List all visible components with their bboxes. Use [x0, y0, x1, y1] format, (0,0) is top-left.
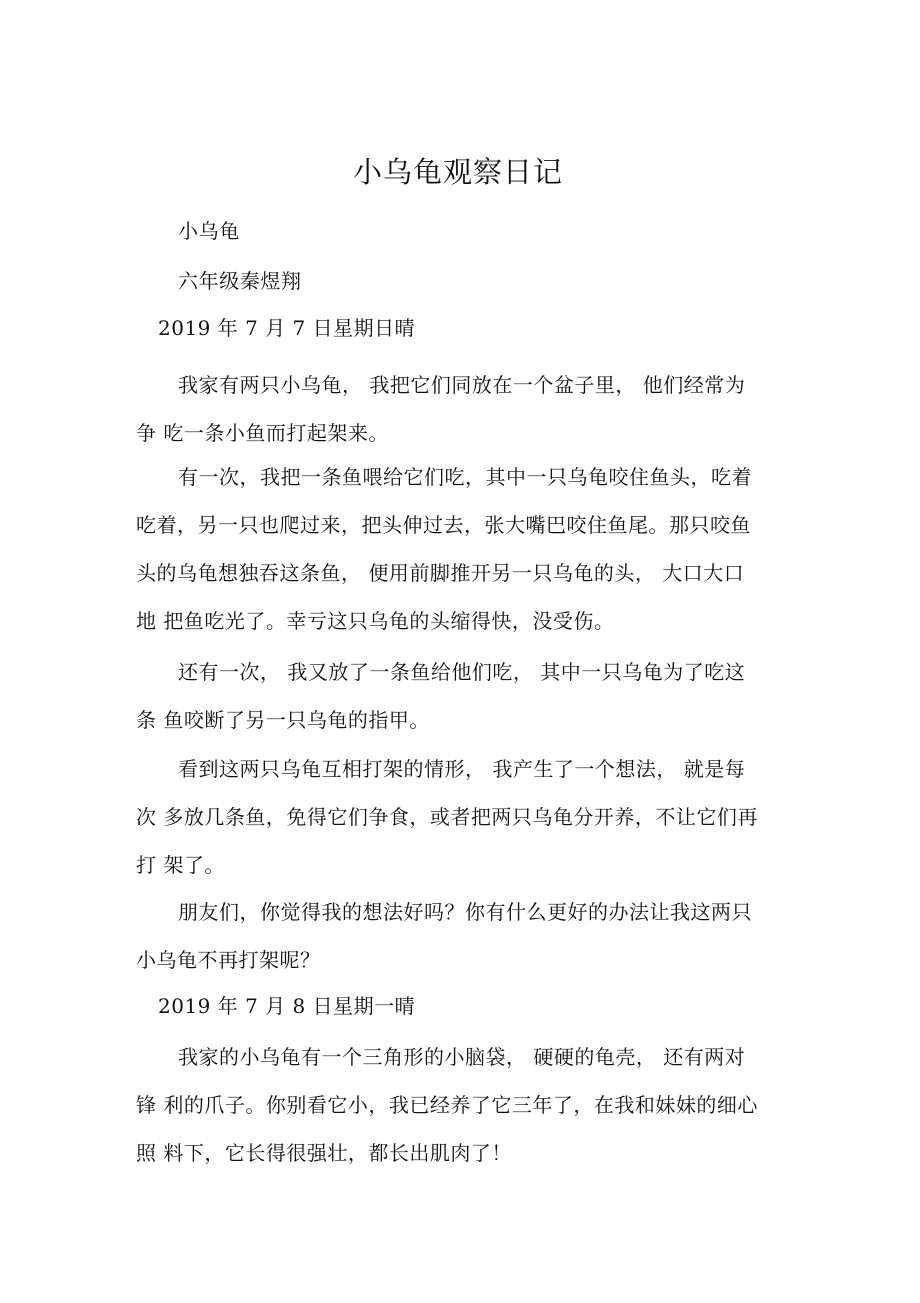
paragraph-line: 次 多放几条鱼，免得它们争食，或者把两只乌龟分开养，不让它们再 [136, 805, 758, 829]
paragraph-line: 头的乌龟想独吞这条鱼， 便用前脚推开另一只乌龟的头， 大口大口 [136, 561, 745, 585]
paragraph [136, 888, 786, 984]
paragraph-line: 有一次，我把一条鱼喂给它们吃，其中一只乌龟咬住鱼头，吃着 [178, 465, 752, 489]
paragraph [136, 361, 786, 457]
paragraph-line: 地 把鱼吃光了。幸亏这只乌龟的头缩得快，没受伤。 [136, 609, 615, 633]
paragraph-line: 还有一次， 我又放了一条鱼给他们吃， 其中一只乌龟为了吃这 [178, 660, 746, 684]
paragraph [136, 1033, 786, 1177]
paragraph-line: 小乌龟不再打架呢？ [136, 948, 321, 972]
paragraph-line: 条 鱼咬断了另一只乌龟的指甲。 [136, 708, 430, 732]
paragraph-line: 照 料下，它长得很强壮，都长出肌肉了！ [136, 1141, 512, 1165]
entry-date: 2019 年 7 月 7 日星期日晴 [158, 316, 416, 340]
paragraph [136, 453, 786, 645]
paragraph-line: 我家有两只小乌龟， 我把它们同放在一个盆子里， 他们经常为 [178, 373, 746, 397]
document-title: 小乌龟观察日记 [352, 155, 563, 189]
paragraph-line: 锋 利的爪子。你别看它小，我已经养了它三年了，在我和妹妹的细心 [136, 1093, 758, 1117]
entry-date: 2019 年 7 月 8 日星期一晴 [158, 994, 416, 1018]
paragraph-line: 吃着，另一只也爬过来，把头伸过去，张大嘴巴咬住鱼尾。那只咬鱼 [136, 513, 751, 537]
paragraph-line: 我家的小乌龟有一个三角形的小脑袋， 硬硬的龟壳， 还有两对 [178, 1045, 746, 1069]
paragraph-line: 看到这两只乌龟互相打架的情形， 我产生了一个想法， 就是每 [178, 757, 746, 781]
paragraph-line: 争 吃一条小鱼而打起架来。 [136, 421, 389, 445]
document-author: 六年级秦煜翔 [178, 269, 302, 293]
document-subtitle: 小乌龟 [178, 219, 240, 243]
paragraph-line: 打 架了。 [136, 853, 225, 877]
paragraph-line: 朋友们，你觉得我的想法好吗？你有什么更好的办法让我这两只 [178, 900, 752, 924]
paragraph [136, 745, 786, 889]
paragraph [136, 648, 786, 744]
